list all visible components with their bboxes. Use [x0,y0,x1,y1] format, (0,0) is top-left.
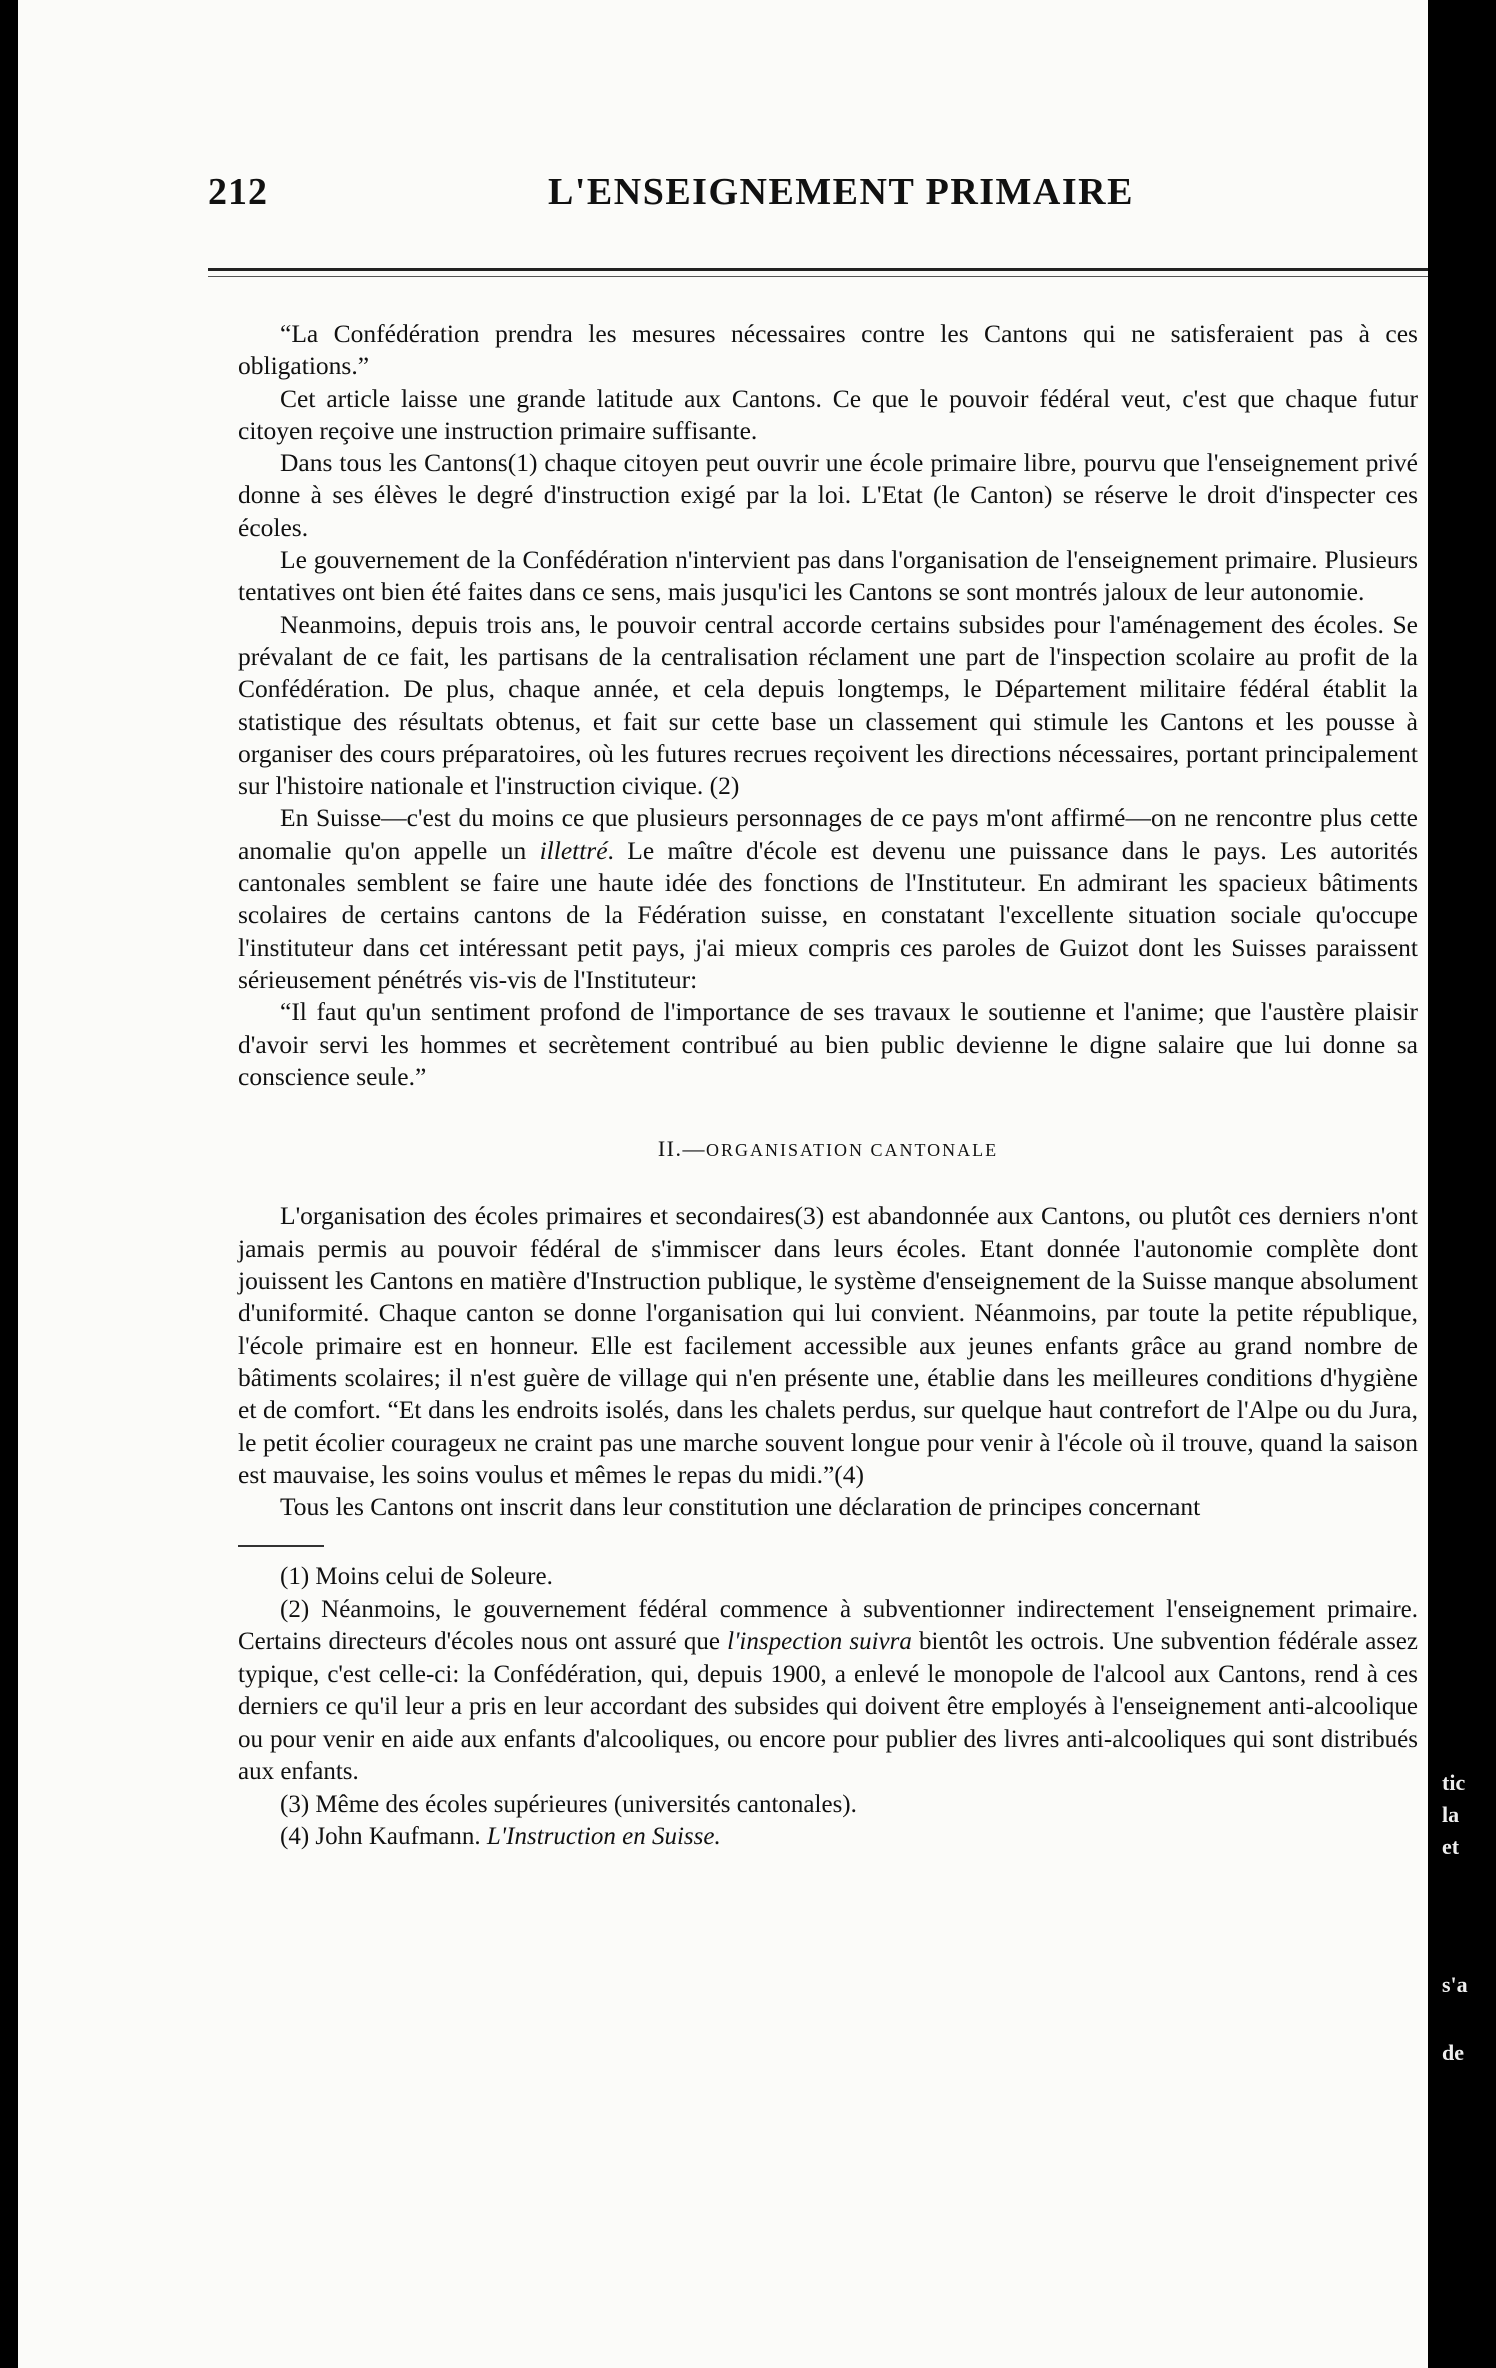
header-rule [208,268,1428,271]
footnote-separator [238,1545,324,1547]
text-run: . Le maître d'école est devenu une puissance dans le pays. Les autorités cantonales semblent se faire une haute idée des fonctions de l'Instituteur. En admirant les spacieux bâtiments scolaires de certains cantons de la Fédération suisse, en constatant l'excellente situation sociale qu'occupe l'instituteur dans cet intéressant petit pays, j'ai mieux compris ces paroles de Guizot dont les Suisses paraissent sérieusement pénétrés vis-vis de l'Instituteur: [238,835,1418,994]
paragraph: L'organisation des écoles primaires et secondaires(3) est abandonnée aux Cantons, ou plutôt ces derniers n'ont jamais permis au pouvoir fédéral de s'immiscer dans leurs écoles. Etant donnée l'autonomie complète dont jouissent les Cantons en matière d'Instruction publique, le système d'enseignement de la Suisse manque absolument d'uniformité. Chaque canton se donne l'organisation qui lui convient. Néanmoins, par toute la petite république, l'école primaire est en honneur. Elle est facilement accessible aux jeunes enfants grâce au grand nombre de bâtiments scolaires; il n'est guère de village qui n'en présente une, établie dans les meilleures conditions d'hygiène et de comfort. “Et dans les endroits isolés, dans les chalets perdus, sur quelque haut contrefort de l'Alpe ou du Jura, le petit écolier courageux ne craint pas une marche souvent longue pour venir à l'école où il trouve, quand la saison est mauvaise, les soins voulus et mêmes le repas du midi.”(4) [238,1201,1418,1489]
footnotes [238,1561,1418,1854]
paragraph: Neanmoins, depuis trois ans, le pouvoir central accorde certains subsides pour l'aménagement des écoles. Se prévalant de ce fait, les partisans de la centralisation réclament une part de l'inspection scolaire au profit de la Confédération. De plus, chaque année, et cela depuis longtemps, le Département militaire fédéral établit la statistique des résultats obtenus, et fait sur cette base un classement qui stimule les Cantons et les pousse à organiser des cours préparatoires, où les futures recrues reçoivent les directions nécessaires, portant principalement sur l'histoire nationale et l'instruction civique. (2) [238,609,1418,801]
text-run: bientôt les octrois. Une subvention fédérale assez typique, c'est celle-ci: la Confédération, qui, depuis 1900, a enlevé le monopole de l'alcool aux Cantons, rend à ces derniers ce qu'il leur a pris en leur accordant des subsides qui doivent être employés à l'enseignement anti-alcoolique ou pour venir en aide aux enfants d'alcooliques, ou encore pour publier des livres anti-alcooliques qui sont distribués aux enfants. [238,1628,1418,1786]
italic-title: L'Instruction en Suisse. [486,1823,721,1851]
page-header [208,170,1134,230]
text-run: En Suisse—c'est du moins ce que plusieurs personnages de ce pays m'ont affirmé—on ne rencontre plus cette anomalie qu'on appelle un [238,803,1418,865]
italic-term: l'inspection suivra [727,1628,912,1656]
quote-guizot: “Il faut qu'un sentiment profond de l'importance de ses travaux le soutienne et l'anime; que l'austère plaisir d'avoir servi les hommes et secrètement contribué au bien public devienne le digne salaire que lui donne sa conscience seule.” [238,997,1418,1091]
edge-fragment: et [1442,1834,1460,1859]
page-number: 212 [208,171,268,213]
edge-fragment: de [1442,2040,1464,2065]
paragraph: Cet article laisse une grande latitude aux Cantons. Ce que le pouvoir fédéral veut, c'est que chaque futur citoyen reçoive une instruction primaire suffisante. [238,383,1418,445]
paragraph: Tous les Cantons ont inscrit dans leur constitution une déclaration de principes concernant [280,1492,1201,1522]
page-body [238,318,1418,1854]
book-page [18,0,1428,2368]
paragraph: Le gouvernement de la Confédération n'intervient pas dans l'organisation de l'enseignement primaire. Plusieurs tentatives ont bien été faites dans ce sens, mais jusqu'ici les Cantons se sont montrés jaloux de leur autonomie. [238,545,1418,607]
footnote-3: (3) Même des écoles supérieures (universités cantonales). [280,1790,857,1818]
footnote-2 [238,1594,1418,1789]
footnote-4 [238,1821,1418,1854]
edge-fragment: s'a [1442,1972,1468,1997]
facing-page-edge [1430,0,1496,2368]
running-head: L'ENSEIGNEMENT PRIMAIRE [548,171,1134,213]
section-heading [238,1133,1418,1166]
paragraph-suisse [238,802,1418,996]
section-title: ORGANISATION CANTONALE [705,1140,999,1161]
edge-fragment: la [1442,1802,1460,1827]
italic-term: illettré [539,835,608,865]
paragraph: “La Confédération prendra les mesures nécessaires contre les Cantons qui ne satisferaient pas à ces obligations.” [238,319,1418,381]
text-run: (4) John Kaufmann. [280,1823,487,1851]
section-numeral: II.— [657,1136,706,1162]
header-rule-thin [208,276,1428,277]
paragraph: Dans tous les Cantons(1) chaque citoyen peut ouvrir une école primaire libre, pourvu que l'enseignement privé donne à ses élèves le degré d'instruction exigé par la loi. L'Etat (le Canton) se réserve le droit d'inspecter ces écoles. [238,448,1418,542]
footnote-1: (1) Moins celui de Soleure. [280,1563,553,1591]
text-run: (2) Néanmoins, le gouvernement fédéral commence à subventionner indirectement l'enseignement primaire. Certains directeurs d'écoles nous ont assuré que [238,1595,1418,1656]
edge-fragment: tic [1442,1770,1466,1795]
